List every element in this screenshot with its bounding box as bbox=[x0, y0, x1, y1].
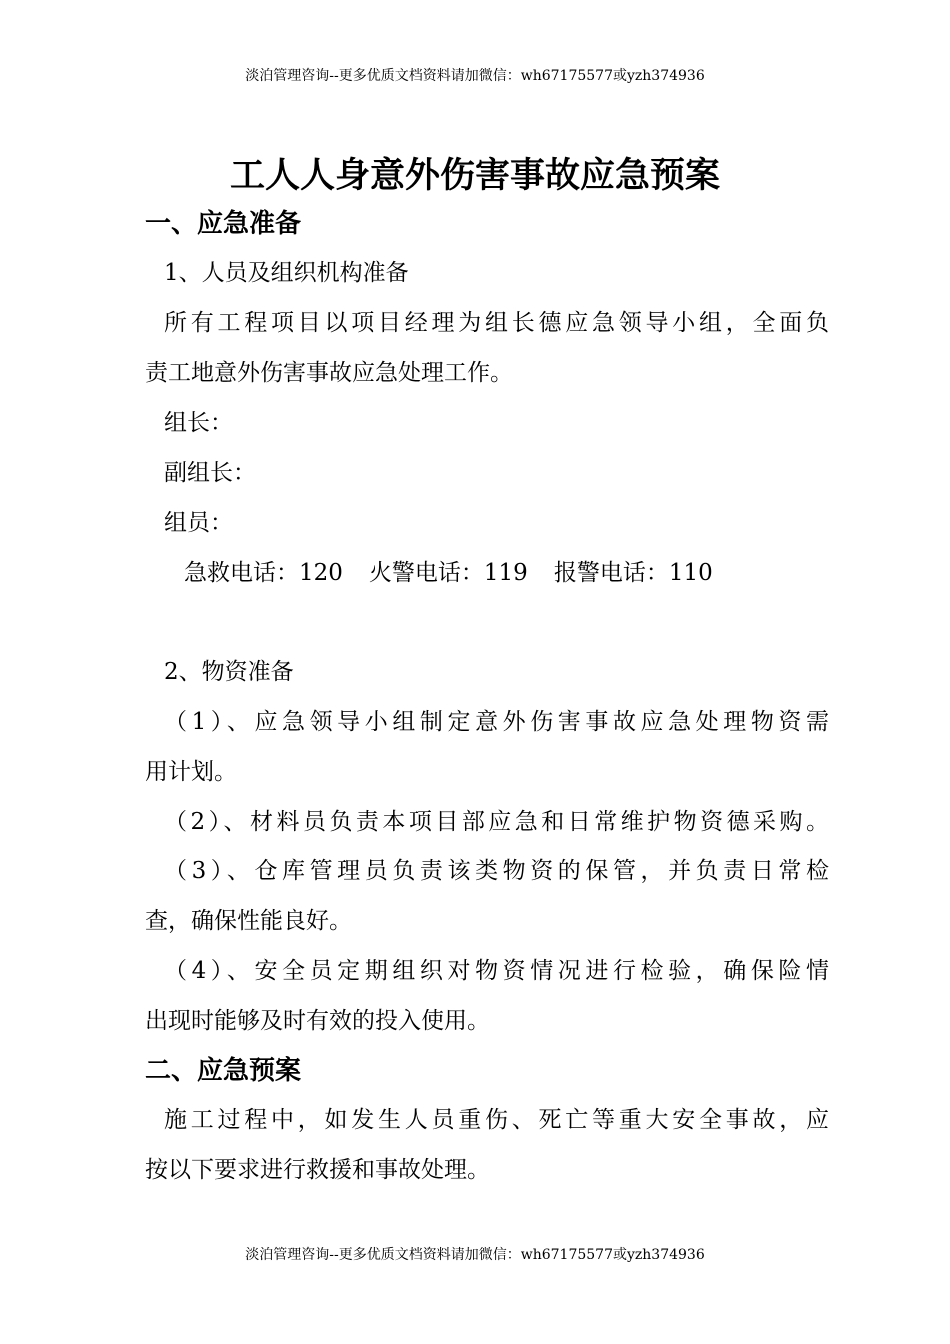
emergency-phones bbox=[145, 548, 849, 598]
page-header: 淡泊管理咨询--更多优质文档资料请加微信：wh67175577或yzh374936 bbox=[245, 68, 705, 84]
list-item-line: （4）、安全员定期组织对物资情况进行检验，确保险情 bbox=[164, 958, 829, 984]
section-heading-plan: 二、应急预案 bbox=[145, 1056, 302, 1086]
rescue-phone: 急救电话：120 bbox=[184, 560, 343, 586]
subheading-personnel: 1、人员及组织机构准备 bbox=[164, 260, 409, 286]
police-phone: 报警电话：110 bbox=[553, 560, 713, 586]
leader-label: 组长： bbox=[164, 410, 233, 436]
paragraph-line: 按以下要求进行救援和事故处理。 bbox=[145, 1157, 490, 1183]
list-item-line: 查，确保性能良好。 bbox=[145, 908, 352, 934]
paragraph-line: 责工地意外伤害事故应急处理工作。 bbox=[145, 360, 513, 386]
list-item-line: （2）、材料员负责本项目部应急和日常维护物资德采购。 bbox=[164, 809, 829, 835]
list-item-line: （3）、仓库管理员负责该类物资的保管，并负责日常检 bbox=[164, 858, 829, 884]
deputy-leader-label: 副组长： bbox=[164, 460, 256, 486]
section-heading-preparation: 一、应急准备 bbox=[145, 209, 302, 239]
list-item-line: 用计划。 bbox=[145, 759, 237, 785]
members-label: 组员： bbox=[164, 510, 233, 536]
list-item-line: （1）、应急领导小组制定意外伤害事故应急处理物资需 bbox=[164, 709, 829, 735]
paragraph-line: 所有工程项目以项目经理为组长德应急领导小组，全面负 bbox=[164, 310, 829, 336]
list-item-line: 出现时能够及时有效的投入使用。 bbox=[145, 1008, 490, 1034]
document-title: 工人人身意外伤害事故应急预案 bbox=[229, 155, 720, 196]
page-footer: 淡泊管理咨询--更多优质文档资料请加微信：wh67175577或yzh374936 bbox=[245, 1247, 705, 1263]
subheading-materials: 2、物资准备 bbox=[164, 659, 294, 685]
fire-phone: 火警电话：119 bbox=[368, 560, 528, 586]
paragraph-line: 施工过程中，如发生人员重伤、死亡等重大安全事故，应 bbox=[164, 1107, 829, 1133]
